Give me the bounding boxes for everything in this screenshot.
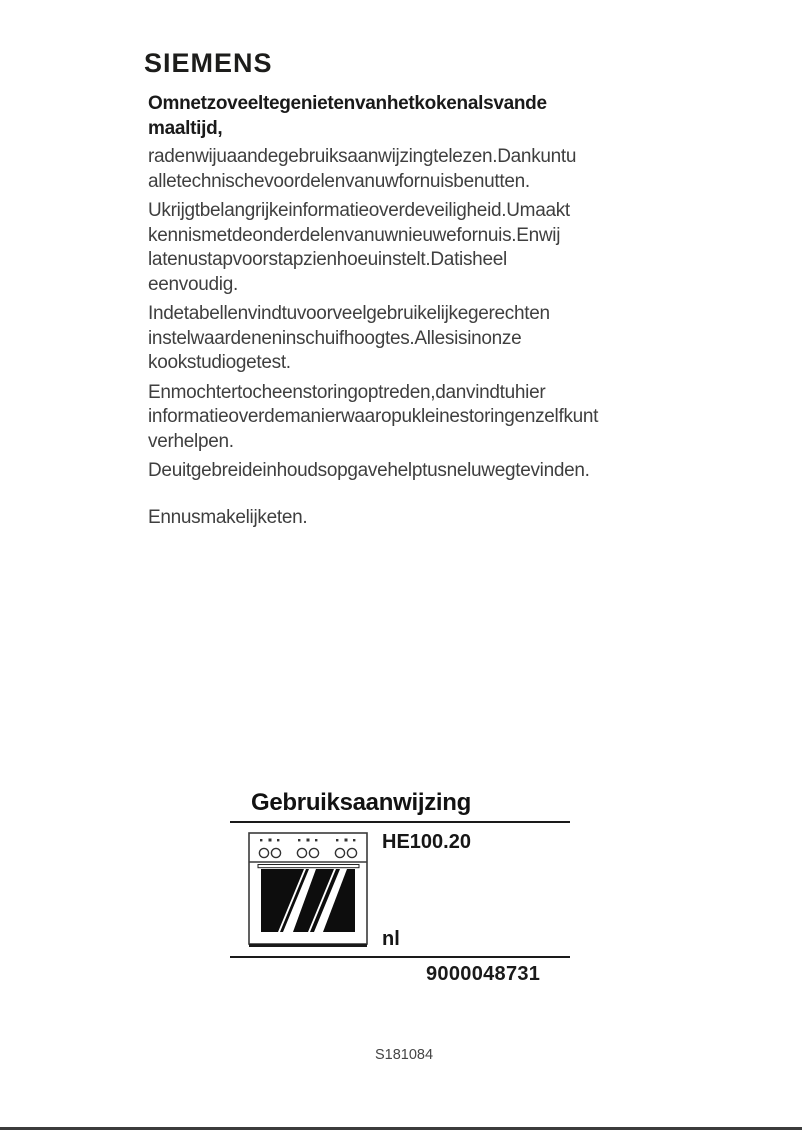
order-number: 9000048731 [426, 963, 541, 985]
intro-paragraph [148, 506, 628, 531]
document-title: Gebruiksaanwijzing [251, 789, 471, 816]
paragraph-line: kennismetdeonderdelenvanuwnieuwefornuis.Enwij [148, 224, 561, 246]
paragraph-line: kookstudiogetest. [148, 352, 291, 373]
intro-paragraph [148, 199, 628, 297]
intro-text-block [148, 92, 628, 535]
paragraph-line: Deuitgebreideinhoudsopgavehelptusneluwegtevinden. [148, 460, 590, 481]
intro-heading [148, 92, 628, 141]
intro-paragraph [148, 459, 628, 484]
intro-paragraph [148, 145, 628, 194]
paragraph-line: instelwaardeneninschuifhoogtes.Allesisinonze [148, 327, 522, 349]
title-divider-rule [230, 821, 570, 823]
paragraph-line: Indetabellenvindtuvoorveelgebruikelijkegerechten [148, 303, 550, 324]
paragraph-line: verhelpen. [148, 430, 234, 452]
siemens-logo: SIEMENS [144, 48, 273, 78]
paragraph-line: radenwijuaandegebruiksaanwijzingtelezen.Dankuntu [148, 146, 577, 167]
paragraph-line: informatieoverdemanierwaaropukleinestoringenzelfkunt [148, 406, 599, 427]
paragraph-line: Enmochtertocheenstoringoptreden,danvindtuhier [148, 381, 546, 403]
paragraph-line: alletechnischevoordelenvanuwfornuisbenutten. [148, 170, 530, 192]
language-code: nl [382, 928, 400, 950]
language-divider-rule [230, 956, 570, 958]
paragraph-line: Ukrijgtbelangrijkeinformatieoverdeveiligheid.Umaakt [148, 200, 570, 221]
paragraph-line: Ennusmakelijketen. [148, 506, 308, 528]
intro-heading-line: maaltijd, [148, 117, 223, 139]
intro-paragraph [148, 302, 628, 376]
model-number: HE100.20 [382, 831, 471, 853]
intro-paragraph [148, 381, 628, 455]
intro-heading-line: Omnetzoveeltegenietenvanhetkokenalsvande [148, 93, 547, 114]
page-bottom-crop-line [0, 1127, 802, 1130]
paragraph-line: latenustapvoorstapzienhoeuinstelt.Datisheel [148, 249, 507, 270]
oven-front-illustration [248, 832, 368, 950]
print-code: S181084 [375, 1047, 434, 1063]
paragraph-line: eenvoudig. [148, 273, 238, 295]
